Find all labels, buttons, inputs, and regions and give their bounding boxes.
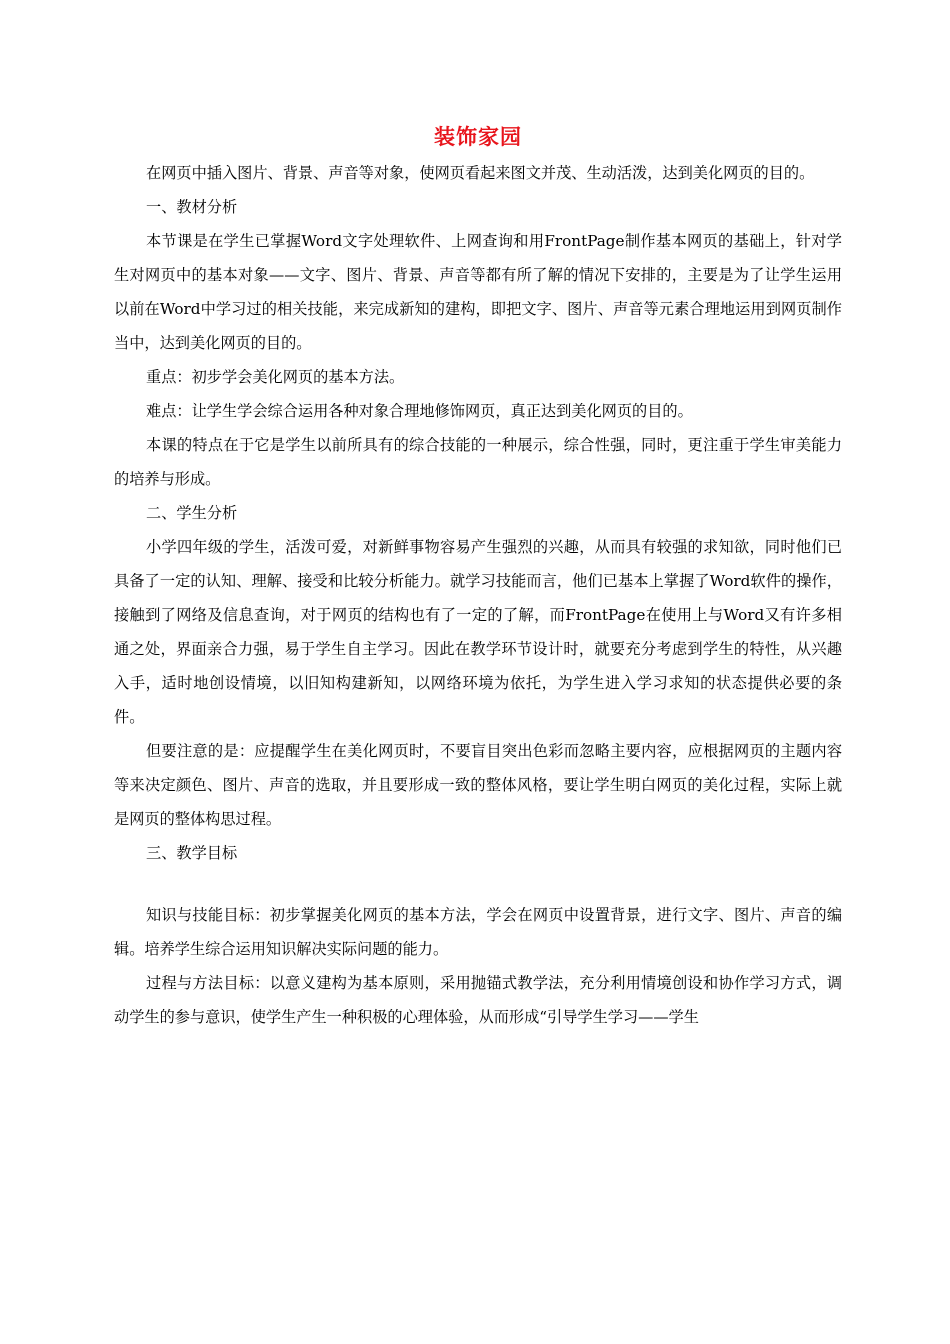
section-heading-teaching-goals: 三、教学目标 <box>146 844 238 862</box>
key-point-paragraph: 重点：初步学会美化网页的基本方法。 <box>146 368 405 386</box>
section-heading-textbook-analysis: 一、教材分析 <box>146 198 238 216</box>
document-title: 装饰家园 <box>434 125 522 149</box>
textbook-analysis-paragraph: 本节课是在学生已掌握Word文字处理软件、上网查询和用FrontPage制作基本网页的基础上，针对学生对网页中的基本对象——文字、图片、背景、声音等都有所了解的情况下安排的，主要是为了让学生运用以前在Word中学习过的相关技能，来完成新知的建构，即把文字、图片、声音等元素合理地运用到网页制作当中，达到美化网页的目的。 <box>114 232 842 352</box>
document-page <box>114 118 842 1034</box>
process-method-goal-paragraph: 过程与方法目标：以意义建构为基本原则，采用抛锚式教学法，充分利用情境创设和协作学习方式，调动学生的参与意识，使学生产生一种积极的心理体验，从而形成“引导学生学习——学生 <box>114 974 842 1026</box>
student-analysis-paragraph: 小学四年级的学生，活泼可爱，对新鲜事物容易产生强烈的兴趣，从而具有较强的求知欲，同时他们已具备了一定的认知、理解、接受和比较分析能力。就学习技能而言，他们已基本上掌握了Word软件的操作，接触到了网络及信息查询，对于网页的结构也有了一定的了解，而FrontPage在使用上与Word又有许多相通之处，界面亲合力强，易于学生自主学习。因此在教学环节设计时，就要充分考虑到学生的特性，从兴趣入手，适时地创设情境，以旧知构建新知，以网络环境为依托，为学生进入学习求知的状态提供必要的条件。 <box>114 538 842 726</box>
difficulty-paragraph: 难点：让学生学会综合运用各种对象合理地修饰网页，真正达到美化网页的目的。 <box>146 402 693 420</box>
knowledge-skill-goal-paragraph: 知识与技能目标：初步掌握美化网页的基本方法，学会在网页中设置背景，进行文字、图片、声音的编辑。培养学生综合运用知识解决实际问题的能力。 <box>114 906 842 958</box>
caution-paragraph: 但要注意的是：应提醒学生在美化网页时，不要盲目突出色彩而忽略主要内容，应根据网页的主题内容等来决定颜色、图片、声音的选取，并且要形成一致的整体风格，要让学生明白网页的美化过程，实际上就是网页的整体构思过程。 <box>114 742 842 828</box>
lesson-feature-paragraph: 本课的特点在于它是学生以前所具有的综合技能的一种展示，综合性强，同时，更注重于学生审美能力的培养与形成。 <box>114 436 842 488</box>
section-heading-student-analysis: 二、学生分析 <box>146 504 238 522</box>
intro-paragraph: 在网页中插入图片、背景、声音等对象，使网页看起来图文并茂、生动活泼，达到美化网页的目的。 <box>146 164 815 182</box>
